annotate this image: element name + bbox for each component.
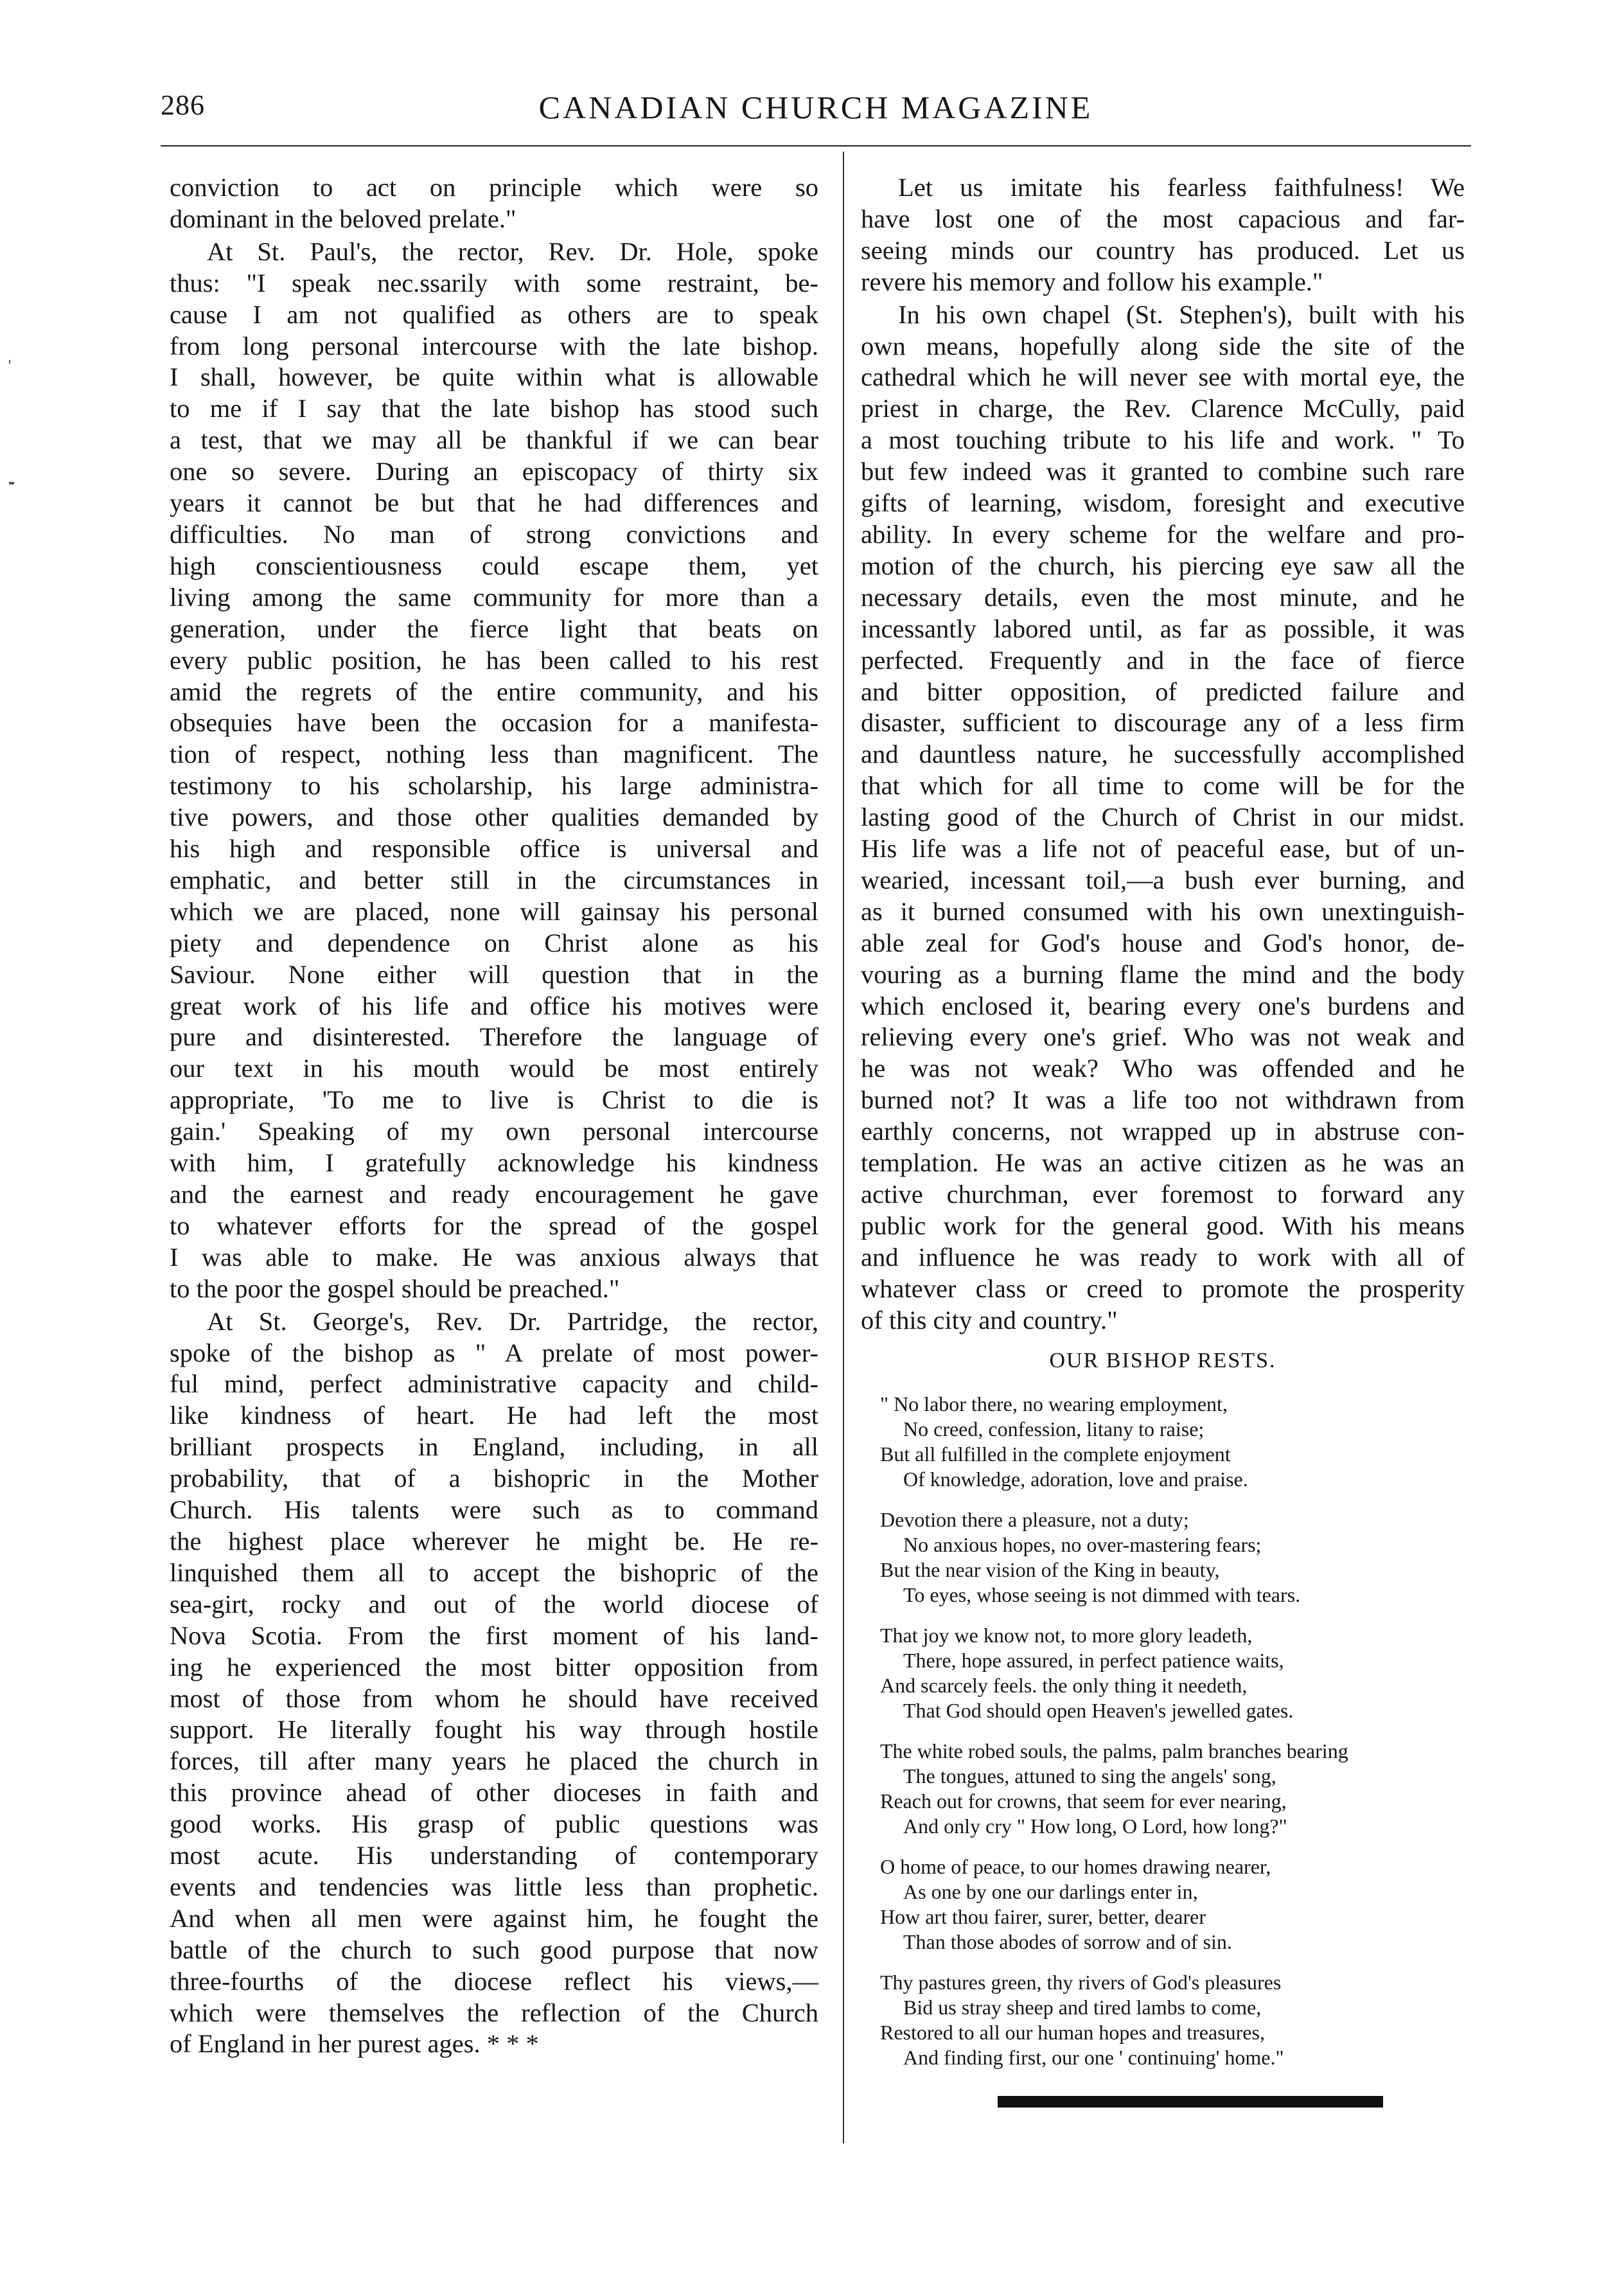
poem-line: Bid us stray sheep and tired lambs to come,: [903, 1995, 1262, 2019]
text-line: perfected. Frequently and in the face of fierce: [861, 645, 1465, 675]
poem-line: " No labor there, no wearing employment,: [880, 1392, 1228, 1416]
text-line: of this city and country.": [861, 1305, 1118, 1335]
text-line: Let us imitate his fearless faithfulness! We: [898, 173, 1465, 202]
header-rule: [161, 145, 1471, 146]
text-line: I was able to make. He was anxious always that: [170, 1242, 818, 1272]
text-line: burned not? It was a life too not withdrawn from: [861, 1085, 1465, 1115]
column-divider: [843, 152, 844, 2143]
poem-line: As one by one our darlings enter in,: [903, 1879, 1198, 1903]
text-line: every public position, he has been called to his rest: [170, 645, 818, 675]
text-line: pure and disinterested. Therefore the language of: [170, 1022, 818, 1052]
poem-line: How art thou fairer, surer, better, dearer: [880, 1904, 1206, 1928]
text-line: linquished them all to accept the bishopric of the: [170, 1558, 818, 1587]
poem-line: Of knowledge, adoration, love and praise.: [903, 1467, 1248, 1491]
text-line: living among the same community for more than a: [170, 582, 818, 612]
poem-stanza: [880, 1739, 1465, 1839]
text-line: obsequies have been the occasion for a manifesta-: [170, 708, 818, 738]
right-column: [861, 172, 1465, 2086]
text-line: great work of his life and office his motives were: [170, 991, 818, 1020]
poem-line: Thy pastures green, thy rivers of God's pleasures: [880, 1970, 1282, 1994]
paragraph: [170, 172, 818, 235]
poem-line: The tongues, attuned to sing the angels' song,: [903, 1764, 1276, 1788]
text-line: one so severe. During an episcopacy of thirty six: [170, 457, 818, 486]
text-line: testimony to his scholarship, his large administra-: [170, 771, 818, 801]
text-line: and dauntless nature, he successfully accomplished: [861, 740, 1465, 769]
text-line: of England in her purest ages. * * *: [170, 2029, 539, 2059]
poem-line: To eyes, whose seeing is not dimmed with tears.: [903, 1583, 1301, 1606]
text-line: with him, I gratefully acknowledge his kindness: [170, 1148, 818, 1178]
text-line: the highest place wherever he might be. He re-: [170, 1526, 818, 1556]
page-number: 286: [161, 89, 205, 121]
text-line: Saviour. None either will question that in the: [170, 959, 818, 989]
text-line: sea-girt, rocky and out of the world diocese of: [170, 1589, 818, 1619]
text-line: tion of respect, nothing less than magnificent. The: [170, 740, 818, 769]
text-line: as it burned consumed with his own unextinguish-: [861, 896, 1465, 926]
magazine-title: CANADIAN CHURCH MAGAZINE: [538, 89, 1093, 125]
text-line: good works. His grasp of public questions was: [170, 1809, 818, 1839]
text-line: to whatever efforts for the spread of the gospel: [170, 1211, 818, 1240]
text-line: whatever class or creed to promote the prosperity: [861, 1274, 1465, 1303]
end-rule: [998, 2096, 1383, 2108]
paragraph: [170, 1306, 818, 2061]
paragraph: [861, 299, 1465, 1336]
text-line: but few indeed was it granted to combine such rare: [861, 457, 1465, 486]
page-header: [161, 89, 1471, 134]
left-column: [170, 172, 818, 2060]
text-line: His life was a life not of peaceful ease, but of un-: [861, 834, 1465, 864]
scan-edge-mark: [9, 482, 14, 484]
text-line: probability, that of a bishopric in the Mother: [170, 1464, 818, 1493]
poem-line: Restored to all our human hopes and treasures,: [880, 2020, 1265, 2044]
text-line: At St. George's, Rev. Dr. Partridge, the rector,: [207, 1306, 818, 1336]
text-line: years it cannot be but that he had differences and: [170, 488, 818, 518]
text-line: our text in his mouth would be most entirely: [170, 1054, 818, 1083]
poem-line: There, hope assured, in perfect patience waits,: [903, 1648, 1284, 1672]
text-line: Church. His talents were such as to command: [170, 1495, 818, 1525]
text-line: to the poor the gospel should be preached.": [170, 1274, 620, 1303]
text-line: tive powers, and those other qualities demanded by: [170, 803, 818, 832]
text-line: difficulties. No man of strong convictions and: [170, 519, 818, 549]
paragraph: [170, 236, 818, 1305]
poem-line: No anxious hopes, no over-mastering fears;: [903, 1532, 1262, 1556]
text-line: and influence he was ready to work with all of: [861, 1242, 1465, 1272]
text-line: cathedral which he will never see with mortal eye, the: [861, 362, 1465, 392]
poem-line: Than those abodes of sorrow and of sin.: [903, 1930, 1232, 1953]
text-line: ful mind, perfect administrative capacity and child-: [170, 1369, 818, 1399]
text-line: like kindness of heart. He had left the most: [170, 1401, 818, 1430]
poem-line: That God should open Heaven's jewelled gates.: [903, 1698, 1294, 1722]
poem-stanza: [880, 1623, 1465, 1723]
text-line: most acute. His understanding of contemporary: [170, 1841, 818, 1870]
text-line: In his own chapel (St. Stephen's), built with his: [898, 299, 1465, 329]
text-line: lasting good of the Church of Christ in our midst.: [861, 803, 1465, 832]
text-line: ability. In every scheme for the welfare and pro-: [861, 519, 1465, 549]
poem-line: The white robed souls, the palms, palm branches bearing: [880, 1739, 1348, 1762]
text-line: a most touching tribute to his life and work. " To: [861, 425, 1465, 455]
paragraph: [861, 172, 1465, 298]
poem-stanza: [880, 1392, 1465, 1492]
text-line: three-fourths of the diocese reflect his views,—: [170, 1966, 818, 1996]
text-line: necessary details, even the most minute, and he: [861, 582, 1465, 612]
text-line: dominant in the beloved prelate.": [170, 204, 516, 233]
text-line: this province ahead of other dioceses in faith and: [170, 1778, 818, 1807]
text-line: own means, hopefully along side the site of the: [861, 331, 1465, 360]
text-line: gain.' Speaking of my own personal intercourse: [170, 1117, 818, 1146]
text-line: incessantly labored until, as far as possible, it was: [861, 614, 1465, 643]
scan-edge-mark: [9, 360, 10, 364]
text-line: motion of the church, his piercing eye saw all the: [861, 551, 1465, 580]
poem-line: And scarcely feels. the only thing it needeth,: [880, 1673, 1248, 1697]
text-line: active churchman, ever foremost to forward any: [861, 1180, 1465, 1209]
text-line: forces, till after many years he placed the church in: [170, 1746, 818, 1776]
poem-line: But the near vision of the King in beauty,: [880, 1558, 1220, 1581]
text-line: which were themselves the reflection of the Church: [170, 1998, 818, 2027]
poem-line: That joy we know not, to more glory leadeth,: [880, 1623, 1253, 1647]
text-line: I shall, however, be quite within what is allowable: [170, 362, 818, 392]
text-line: At St. Paul's, the rector, Rev. Dr. Hole, spoke: [207, 236, 818, 266]
text-line: conviction to act on principle which were so: [170, 173, 818, 202]
text-line: have lost one of the most capacious and far-: [861, 204, 1465, 233]
text-line: ing he experienced the most bitter opposition from: [170, 1652, 818, 1682]
poem-stanza: [880, 1970, 1465, 2070]
text-line: amid the regrets of the entire community, and his: [170, 677, 818, 706]
text-line: support. He literally fought his way through hostile: [170, 1715, 818, 1744]
text-line: to me if I say that the late bishop has stood such: [170, 394, 818, 423]
text-line: And when all men were against him, he fought the: [170, 1903, 818, 1933]
text-line: battle of the church to such good purpose that now: [170, 1935, 818, 1964]
poem-line: No creed, confession, litany to raise;: [903, 1417, 1205, 1441]
text-line: which we are placed, none will gainsay his personal: [170, 896, 818, 926]
text-line: his high and responsible office is universal and: [170, 834, 818, 864]
text-line: thus: "I speak nec.ssarily with some restraint, be-: [170, 268, 818, 297]
text-line: able zeal for God's house and God's honor, de-: [861, 928, 1465, 957]
text-line: disaster, sufficient to discourage any of a less firm: [861, 708, 1465, 738]
poem-line: Devotion there a pleasure, not a duty;: [880, 1507, 1189, 1531]
text-line: that which for all time to come will be for the: [861, 771, 1465, 801]
text-line: generation, under the fierce light that beats on: [170, 614, 818, 643]
text-line: wearied, incessant toil,—a bush ever burning, and: [861, 865, 1465, 894]
text-line: gifts of learning, wisdom, foresight and executive: [861, 488, 1465, 518]
text-line: public work for the general good. With his means: [861, 1211, 1465, 1240]
text-line: events and tendencies was little less than prophetic.: [170, 1872, 818, 1901]
text-line: cause I am not qualified as others are to speak: [170, 299, 818, 329]
poem-stanza: [880, 1854, 1465, 1955]
poem-title: OUR BISHOP RESTS.: [1049, 1348, 1276, 1372]
poem-line: And only cry " How long, O Lord, how long?": [903, 1814, 1287, 1838]
poem-line: O home of peace, to our homes drawing nearer,: [880, 1854, 1271, 1878]
text-line: a test, that we may all be thankful if we can bear: [170, 425, 818, 455]
text-line: most of those from whom he should have received: [170, 1683, 818, 1713]
text-line: and bitter opposition, of predicted failure and: [861, 677, 1465, 706]
text-line: revere his memory and follow his example.": [861, 267, 1323, 296]
text-line: Nova Scotia. From the first moment of his land-: [170, 1620, 818, 1650]
text-line: seeing minds our country has produced. Let us: [861, 235, 1465, 265]
text-line: high conscientiousness could escape them, yet: [170, 551, 818, 580]
text-line: priest in charge, the Rev. Clarence McCully, paid: [861, 394, 1465, 423]
text-line: templation. He was an active citizen as he was an: [861, 1148, 1465, 1178]
text-line: earthly concerns, not wrapped up in abstruse con-: [861, 1117, 1465, 1146]
poem-line: But all fulfilled in the complete enjoyment: [880, 1442, 1231, 1466]
text-line: brilliant prospects in England, including, in all: [170, 1432, 818, 1462]
text-line: from long personal intercourse with the late bishop.: [170, 331, 818, 360]
text-line: which enclosed it, bearing every one's burdens and: [861, 991, 1465, 1020]
text-line: he was not weak? Who was offended and he: [861, 1054, 1465, 1083]
poem-line: Reach out for crowns, that seem for ever nearing,: [880, 1789, 1287, 1813]
poem: [880, 1392, 1465, 2070]
text-line: appropriate, 'To me to live is Christ to die is: [170, 1085, 818, 1115]
text-line: vouring as a burning flame the mind and the body: [861, 959, 1465, 989]
text-line: piety and dependence on Christ alone as his: [170, 928, 818, 957]
poem-stanza: [880, 1507, 1465, 1608]
text-line: emphatic, and better still in the circumstances in: [170, 865, 818, 894]
poem-line: And finding first, our one ' continuing' home.": [903, 2045, 1284, 2069]
text-line: relieving every one's grief. Who was not weak and: [861, 1022, 1465, 1052]
text-line: and the earnest and ready encouragement he gave: [170, 1180, 818, 1209]
text-line: spoke of the bishop as " A prelate of most power-: [170, 1338, 818, 1367]
